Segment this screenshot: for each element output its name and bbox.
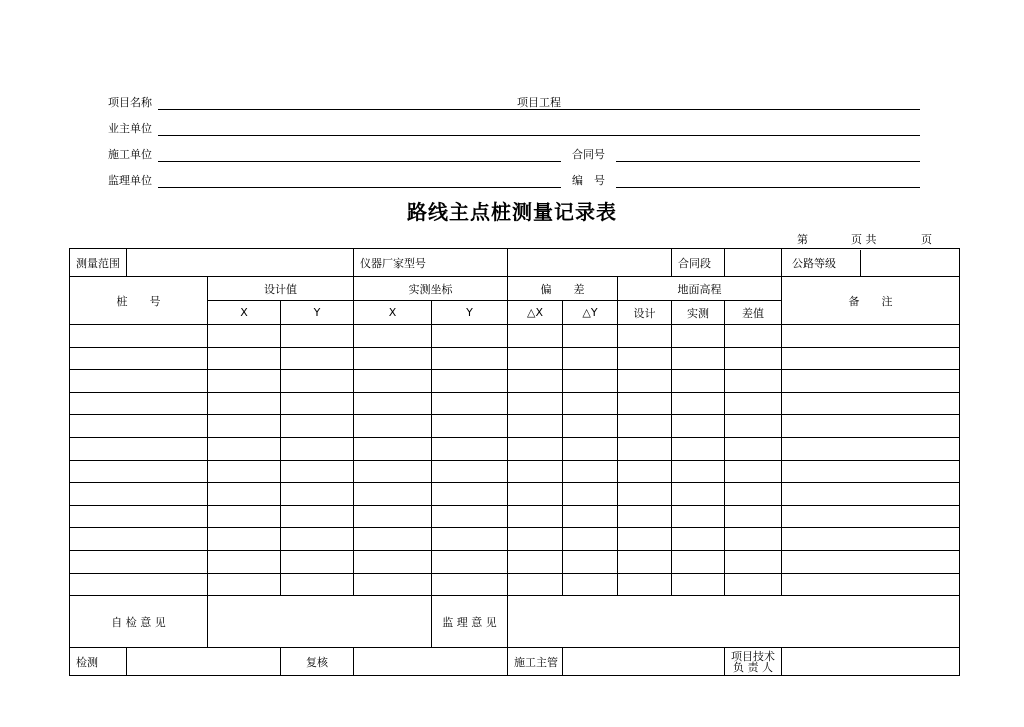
table-cell[interactable] <box>354 505 432 528</box>
table-cell[interactable] <box>281 370 354 393</box>
inspect-label: 检测 <box>70 648 127 676</box>
measured-coord-header: 实测坐标 <box>354 277 508 301</box>
table-cell[interactable] <box>70 460 208 483</box>
recheck-field[interactable] <box>354 648 508 676</box>
table-cell[interactable] <box>782 437 960 460</box>
tech-lead-field[interactable] <box>782 648 960 676</box>
table-cell[interactable] <box>725 573 782 596</box>
table-cell[interactable] <box>70 325 208 348</box>
table-cell[interactable] <box>432 505 508 528</box>
table-row <box>70 528 960 551</box>
table-cell[interactable] <box>782 392 960 415</box>
table-cell[interactable] <box>618 347 672 370</box>
table-cell[interactable] <box>563 550 618 573</box>
contract-section-field[interactable] <box>725 249 782 277</box>
table-cell[interactable] <box>70 437 208 460</box>
table-cell[interactable] <box>782 505 960 528</box>
contractor-label: 施工单位 <box>108 148 152 161</box>
table-cell[interactable] <box>508 347 563 370</box>
table-cell[interactable] <box>208 437 281 460</box>
table-cell[interactable] <box>208 392 281 415</box>
table-row <box>70 460 960 483</box>
table-row <box>70 483 960 506</box>
table-row <box>70 550 960 573</box>
dx-header: △X <box>508 301 563 325</box>
road-grade-label: 公路等级 <box>782 250 861 276</box>
contract-no-line <box>616 161 920 162</box>
construction-mgr-field[interactable] <box>563 648 725 676</box>
table-cell[interactable] <box>70 528 208 551</box>
table-cell[interactable] <box>618 550 672 573</box>
supervision-label: 监 理 意 见 <box>432 596 508 648</box>
table-cell[interactable] <box>208 483 281 506</box>
table-row <box>70 437 960 460</box>
table-cell[interactable] <box>208 370 281 393</box>
contract-section-label: 合同段 <box>672 249 725 277</box>
table-row <box>70 573 960 596</box>
inspect-field[interactable] <box>127 648 281 676</box>
measured-y-header: Y <box>432 301 508 325</box>
table-cell[interactable] <box>432 347 508 370</box>
table-cell[interactable] <box>782 370 960 393</box>
table-cell[interactable] <box>508 550 563 573</box>
table-cell[interactable] <box>432 528 508 551</box>
number-line <box>616 187 920 188</box>
design-x-header: X <box>208 301 281 325</box>
survey-range-field[interactable] <box>127 249 354 277</box>
contract-no-label: 合同号 <box>572 148 605 161</box>
table-cell[interactable] <box>208 347 281 370</box>
table-cell[interactable] <box>432 550 508 573</box>
owner-label: 业主单位 <box>108 122 152 135</box>
table-row <box>70 347 960 370</box>
table-row <box>70 505 960 528</box>
table-cell[interactable] <box>725 437 782 460</box>
table-cell[interactable] <box>208 505 281 528</box>
table-cell[interactable] <box>354 370 432 393</box>
table-cell[interactable] <box>672 573 725 596</box>
table-cell[interactable] <box>725 550 782 573</box>
elev-diff-header: 差值 <box>725 301 782 325</box>
table-cell[interactable] <box>432 392 508 415</box>
project-name-label: 项目名称 <box>108 96 152 109</box>
table-cell[interactable] <box>70 370 208 393</box>
table-cell[interactable] <box>281 392 354 415</box>
table-cell[interactable] <box>618 483 672 506</box>
table-cell[interactable] <box>782 347 960 370</box>
table-cell[interactable] <box>70 347 208 370</box>
table-cell[interactable] <box>563 573 618 596</box>
table-cell[interactable] <box>508 483 563 506</box>
table-cell[interactable] <box>70 505 208 528</box>
table-cell[interactable] <box>672 483 725 506</box>
contractor-line <box>158 161 561 162</box>
tech-lead-label <box>725 648 782 676</box>
table-cell[interactable] <box>70 415 208 438</box>
table-cell[interactable] <box>70 392 208 415</box>
table-cell[interactable] <box>618 370 672 393</box>
stake-no-header: 桩 号 <box>70 277 208 325</box>
instrument-field[interactable] <box>508 249 672 277</box>
table-cell[interactable] <box>672 392 725 415</box>
table-cell[interactable] <box>618 460 672 483</box>
table-cell[interactable] <box>508 460 563 483</box>
table-cell[interactable] <box>563 325 618 348</box>
table-cell[interactable] <box>281 460 354 483</box>
table-cell[interactable] <box>672 460 725 483</box>
table-cell[interactable] <box>563 460 618 483</box>
table-cell[interactable] <box>618 392 672 415</box>
table-cell[interactable] <box>782 415 960 438</box>
table-cell[interactable] <box>281 505 354 528</box>
table-cell[interactable] <box>782 325 960 348</box>
table-cell[interactable] <box>70 573 208 596</box>
road-grade-cell <box>782 249 960 277</box>
table-cell[interactable] <box>354 573 432 596</box>
table-cell[interactable] <box>354 483 432 506</box>
design-y-header: Y <box>281 301 354 325</box>
table-cell[interactable] <box>508 325 563 348</box>
table-cell[interactable] <box>563 483 618 506</box>
table-cell[interactable] <box>725 370 782 393</box>
table-row <box>70 415 960 438</box>
table-cell[interactable] <box>208 550 281 573</box>
table-cell[interactable] <box>672 347 725 370</box>
table-cell[interactable] <box>354 460 432 483</box>
table-cell[interactable] <box>563 347 618 370</box>
deviation-header: 偏 差 <box>508 277 618 301</box>
table-cell[interactable] <box>782 573 960 596</box>
number-label: 编 号 <box>572 174 605 187</box>
table-cell[interactable] <box>70 483 208 506</box>
table-cell[interactable] <box>782 550 960 573</box>
elev-design-header: 设计 <box>618 301 672 325</box>
self-check-label: 自 检 意 见 <box>70 596 208 648</box>
table-cell[interactable] <box>354 392 432 415</box>
table-cell[interactable] <box>354 528 432 551</box>
table-cell[interactable] <box>725 325 782 348</box>
table-cell[interactable] <box>618 415 672 438</box>
table-cell[interactable] <box>725 483 782 506</box>
data-rows <box>70 325 960 596</box>
table-cell[interactable] <box>782 460 960 483</box>
table-cell[interactable] <box>563 505 618 528</box>
table-row <box>70 325 960 348</box>
ground-elev-header: 地面高程 <box>618 277 782 301</box>
supervisor-line <box>158 187 561 188</box>
table-cell[interactable] <box>672 528 725 551</box>
tech-lead-label-line2: 负 责 人 <box>733 660 774 674</box>
page-label: 第 <box>797 233 808 246</box>
table-cell[interactable] <box>281 415 354 438</box>
table-cell[interactable] <box>508 370 563 393</box>
table-cell[interactable] <box>208 415 281 438</box>
table-cell[interactable] <box>432 460 508 483</box>
table-cell[interactable] <box>281 347 354 370</box>
table-cell[interactable] <box>725 460 782 483</box>
table-cell[interactable] <box>354 550 432 573</box>
table-cell[interactable] <box>432 483 508 506</box>
table-row <box>70 370 960 393</box>
remarks-header: 备 注 <box>782 277 960 325</box>
table-cell[interactable] <box>618 325 672 348</box>
table-cell[interactable] <box>354 347 432 370</box>
table-cell[interactable] <box>432 370 508 393</box>
tech-lead-label-line1: 项目技术 <box>731 649 776 663</box>
table-cell[interactable] <box>432 573 508 596</box>
table-cell[interactable] <box>208 325 281 348</box>
table-cell[interactable] <box>508 505 563 528</box>
table-row <box>70 392 960 415</box>
table-cell[interactable] <box>432 437 508 460</box>
table-cell[interactable] <box>281 528 354 551</box>
dy-header: △Y <box>563 301 618 325</box>
form-title: 路线主点桩测量记录表 <box>407 200 617 224</box>
supervision-field[interactable] <box>508 596 960 648</box>
owner-line <box>158 135 920 136</box>
page-of-label: 页 共 <box>851 233 877 246</box>
table-cell[interactable] <box>354 415 432 438</box>
table-cell[interactable] <box>281 573 354 596</box>
table-cell[interactable] <box>618 573 672 596</box>
table-cell[interactable] <box>508 415 563 438</box>
table-cell[interactable] <box>508 437 563 460</box>
table-cell[interactable] <box>70 550 208 573</box>
table-cell[interactable] <box>618 528 672 551</box>
table-cell[interactable] <box>508 392 563 415</box>
table-cell[interactable] <box>508 528 563 551</box>
table-cell[interactable] <box>208 528 281 551</box>
table-cell[interactable] <box>782 528 960 551</box>
table-cell[interactable] <box>672 325 725 348</box>
table-cell[interactable] <box>618 505 672 528</box>
table-cell[interactable] <box>725 347 782 370</box>
table-cell[interactable] <box>672 437 725 460</box>
project-name-value: 项目工程 <box>517 96 561 109</box>
table-cell[interactable] <box>672 415 725 438</box>
table-cell[interactable] <box>563 370 618 393</box>
table-cell[interactable] <box>354 437 432 460</box>
table-cell[interactable] <box>563 392 618 415</box>
survey-range-label: 测量范围 <box>70 249 127 277</box>
table-cell[interactable] <box>563 528 618 551</box>
pages-label: 页 <box>921 233 932 246</box>
table-cell[interactable] <box>672 370 725 393</box>
supervisor-label: 监理单位 <box>108 174 152 187</box>
instrument-label: 仪器厂家型号 <box>354 249 508 277</box>
table-cell[interactable] <box>725 392 782 415</box>
table-cell[interactable] <box>563 437 618 460</box>
design-value-header: 设计值 <box>208 277 354 301</box>
table-cell[interactable] <box>508 573 563 596</box>
construction-mgr-label: 施工主管 <box>508 648 563 676</box>
table-cell[interactable] <box>618 437 672 460</box>
elev-measured-header: 实测 <box>672 301 725 325</box>
table-cell[interactable] <box>208 573 281 596</box>
table-cell[interactable] <box>432 325 508 348</box>
road-grade-field[interactable] <box>861 250 959 276</box>
table-cell[interactable] <box>782 483 960 506</box>
table-cell[interactable] <box>725 505 782 528</box>
table-cell[interactable] <box>672 550 725 573</box>
table-cell[interactable] <box>725 415 782 438</box>
table-cell[interactable] <box>281 325 354 348</box>
table-cell[interactable] <box>281 437 354 460</box>
table-cell[interactable] <box>432 415 508 438</box>
table-cell[interactable] <box>281 483 354 506</box>
table-cell[interactable] <box>281 550 354 573</box>
self-check-field[interactable] <box>208 596 432 648</box>
table-cell[interactable] <box>354 325 432 348</box>
recheck-label: 复核 <box>281 648 354 676</box>
table-cell[interactable] <box>672 505 725 528</box>
survey-record-table <box>69 248 960 676</box>
table-cell[interactable] <box>563 415 618 438</box>
table-cell[interactable] <box>725 528 782 551</box>
measured-x-header: X <box>354 301 432 325</box>
table-cell[interactable] <box>208 460 281 483</box>
